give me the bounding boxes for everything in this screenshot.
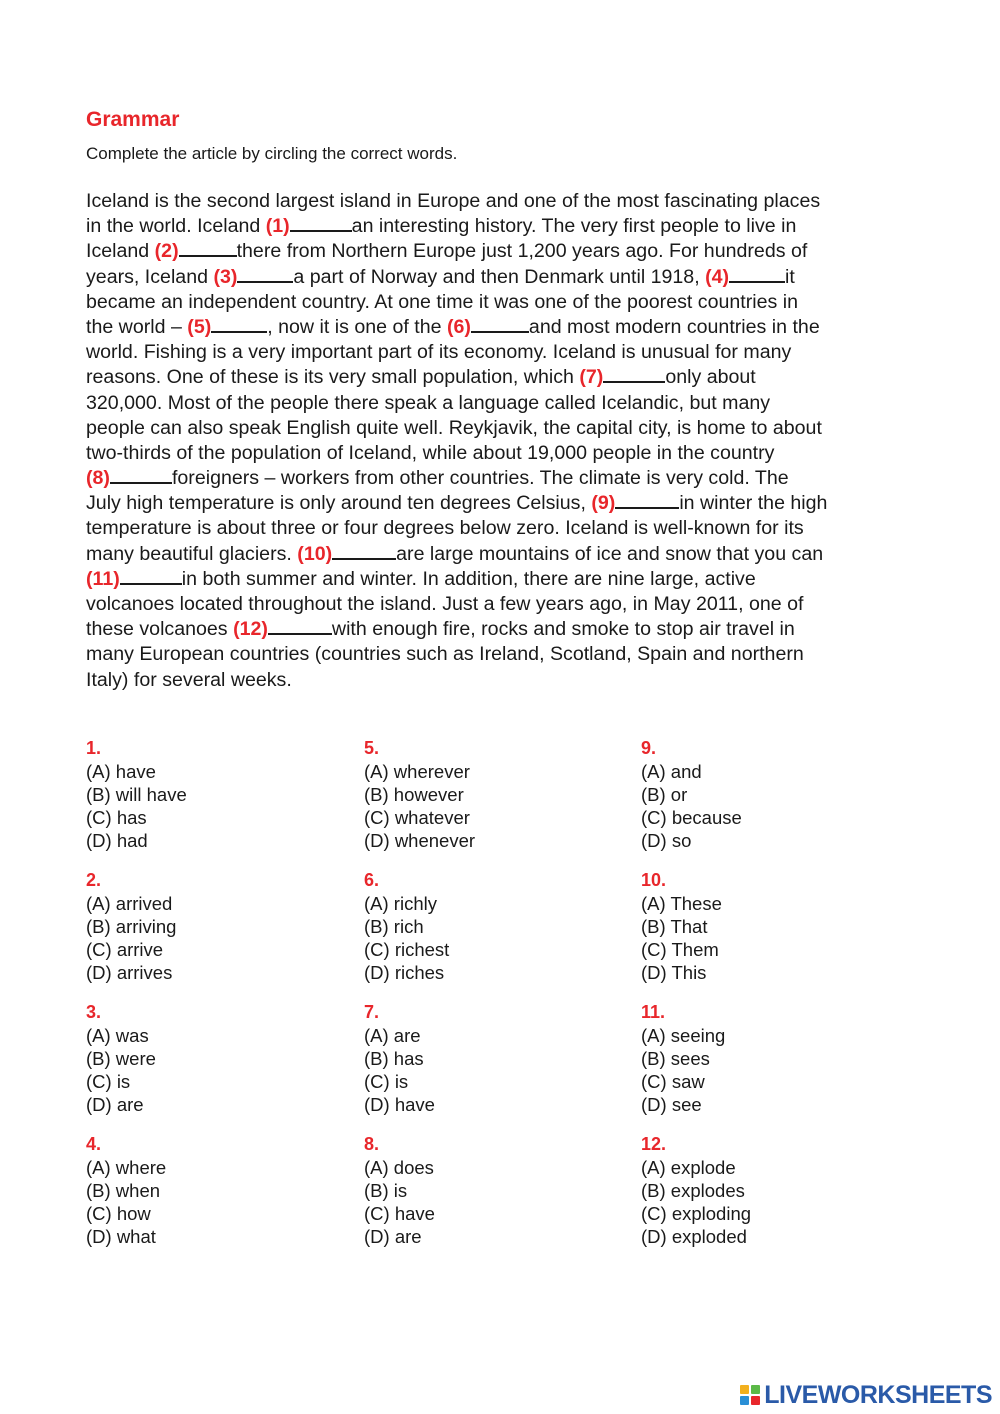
blank-number: (6) — [446, 315, 471, 338]
question-block — [641, 1133, 881, 1265]
answer-option[interactable]: (B) explodes — [641, 1180, 745, 1201]
question-block — [364, 1133, 604, 1265]
question-block — [86, 869, 326, 1001]
question-block — [86, 1001, 326, 1133]
blank-number: (1) — [265, 215, 290, 238]
passage-text: temperature is about three or four degrees below zero. Iceland is well-known for its — [86, 517, 804, 540]
answer-option[interactable]: (B) has — [364, 1048, 424, 1069]
answer-option[interactable]: (B) or — [641, 784, 688, 805]
answer-option[interactable]: (D) whenever — [364, 830, 476, 851]
passage-text: Iceland — [86, 240, 155, 263]
passage-text: an interesting history. The very first people to live in — [351, 215, 797, 238]
answer-option[interactable]: (A) have — [86, 761, 156, 782]
answer-option[interactable]: (C) has — [86, 807, 147, 828]
passage-text: in winter the high — [679, 492, 828, 515]
passage-line — [86, 239, 916, 264]
passage-text: became an independent country. At one time it was one of the poorest countries in — [86, 290, 798, 313]
passage-line — [86, 542, 916, 567]
answer-option[interactable]: (D) This — [641, 962, 707, 983]
passage-text: people can also speak English quite well. Reykjavik, the capital city, is home to about — [86, 416, 822, 439]
passage-line — [86, 466, 916, 491]
passage-text: and most modern countries in the — [528, 315, 820, 338]
passage-line — [86, 189, 916, 214]
passage-text: reasons. One of these is its very small population, which — [86, 366, 580, 389]
question-block — [641, 737, 881, 869]
answer-option[interactable]: (C) have — [364, 1203, 435, 1224]
passage-text: 320,000. Most of the people there speak a language called Icelandic, but many — [86, 391, 771, 414]
answer-option[interactable]: (D) exploded — [641, 1226, 747, 1247]
answer-option[interactable]: (B) rich — [364, 916, 424, 937]
question-column-2 — [364, 737, 604, 1265]
answer-option[interactable]: (B) sees — [641, 1048, 710, 1069]
question-number: 10. — [641, 870, 667, 890]
answer-blank[interactable] — [120, 567, 182, 585]
passage-line — [86, 214, 916, 239]
question-block — [641, 869, 881, 1001]
blank-number: (9) — [591, 492, 616, 515]
passage-line — [86, 617, 916, 642]
footer-logo[interactable] — [740, 1382, 992, 1408]
answer-option[interactable]: (B) when — [86, 1180, 161, 1201]
answer-option[interactable]: (C) is — [364, 1071, 409, 1092]
answer-option[interactable]: (A) and — [641, 761, 702, 782]
answer-blank[interactable] — [110, 466, 172, 484]
answer-option[interactable]: (D) had — [86, 830, 148, 851]
answer-option[interactable]: (D) have — [364, 1094, 435, 1115]
question-number: 3. — [86, 1002, 102, 1022]
answer-option[interactable]: (A) arrived — [86, 893, 173, 914]
question-number: 5. — [364, 738, 380, 758]
blank-number: (10) — [297, 542, 333, 565]
passage-text: these volcanoes — [86, 618, 234, 641]
passage-line — [86, 416, 916, 441]
answer-option[interactable]: (A) seeing — [641, 1025, 726, 1046]
passage-line — [86, 567, 916, 592]
answer-option[interactable]: (D) are — [364, 1226, 422, 1247]
answer-option[interactable]: (B) is — [364, 1180, 408, 1201]
passage-text: it — [785, 265, 795, 288]
answer-option[interactable]: (B) That — [641, 916, 708, 937]
answer-option[interactable]: (C) arrive — [86, 939, 164, 960]
passage-text: two-thirds of the population of Iceland, while about 19,000 people in the country — [86, 441, 775, 464]
answer-option[interactable]: (D) riches — [364, 962, 445, 983]
answer-blank[interactable] — [211, 315, 267, 333]
answer-option[interactable]: (C) exploding — [641, 1203, 752, 1224]
passage-line — [86, 668, 916, 693]
blank-number: (7) — [579, 366, 604, 389]
instruction-text: Complete the article by circling the correct words. — [86, 144, 458, 163]
question-number: 11. — [641, 1002, 666, 1022]
answer-blank[interactable] — [603, 365, 665, 383]
answer-blank[interactable] — [179, 239, 237, 257]
blank-number: (11) — [86, 567, 120, 590]
passage-line — [86, 340, 916, 365]
question-column-1 — [86, 737, 326, 1265]
passage-text: with enough fire, rocks and smoke to stop air travel in — [331, 618, 795, 641]
passage-text: world. Fishing is a very important part of its economy. Iceland is unusual for many — [86, 341, 792, 364]
logo-square — [740, 1396, 749, 1405]
passage-text: Italy) for several weeks. — [86, 668, 292, 691]
blank-number: (3) — [213, 265, 238, 288]
passage-text: , now it is one of the — [267, 315, 447, 338]
question-number: 1. — [86, 738, 102, 758]
blank-number: (8) — [86, 467, 110, 490]
passage-line — [86, 441, 916, 466]
question-block — [364, 1001, 604, 1133]
question-block — [641, 1001, 881, 1133]
answer-option[interactable]: (C) because — [641, 807, 742, 828]
passage-line — [86, 592, 916, 617]
passage-text: many beautiful glaciers. — [86, 542, 298, 565]
answer-blank[interactable] — [290, 214, 352, 232]
passage-line — [86, 290, 916, 315]
blank-number: (4) — [705, 265, 730, 288]
question-number: 9. — [641, 738, 657, 758]
answer-option[interactable]: (D) arrives — [86, 962, 173, 983]
question-number: 7. — [364, 1002, 380, 1022]
answer-option[interactable]: (A) explode — [641, 1157, 736, 1178]
answer-blank[interactable] — [615, 491, 679, 509]
answer-option[interactable]: (A) does — [364, 1157, 434, 1178]
answer-option[interactable]: (C) Them — [641, 939, 719, 960]
passage-text: foreigners – workers from other countries. The climate is very cold. The — [171, 467, 789, 490]
answer-option[interactable]: (A) where — [86, 1157, 167, 1178]
question-block — [86, 737, 326, 869]
passage-line — [86, 516, 916, 541]
blank-number: (12) — [233, 618, 268, 641]
logo-square — [751, 1385, 760, 1394]
page-title: Grammar — [86, 108, 180, 131]
passage-line — [86, 365, 916, 390]
passage-text: many European countries (countries such as Ireland, Scotland, Spain and northern — [86, 643, 804, 666]
question-number: 2. — [86, 870, 102, 890]
answer-option[interactable]: (D) see — [641, 1094, 702, 1115]
passage-text: are large mountains of ice and snow that you can — [396, 542, 824, 565]
answer-option[interactable]: (A) These — [641, 893, 722, 914]
passage-line — [86, 491, 916, 516]
answer-option[interactable]: (C) saw — [641, 1071, 705, 1092]
passage-text: only about — [665, 366, 756, 389]
passage-text: years, Iceland — [86, 265, 214, 288]
answer-blank[interactable] — [729, 265, 785, 283]
question-number: 12. — [641, 1134, 667, 1154]
answer-option[interactable]: (B) arriving — [86, 916, 177, 937]
passage-text: in both summer and winter. In addition, there are nine large, active — [181, 567, 756, 590]
passage-line — [86, 391, 916, 416]
answer-blank[interactable] — [471, 315, 529, 333]
question-number: 4. — [86, 1134, 102, 1154]
question-block — [364, 737, 604, 869]
passage-text: volcanoes located throughout the island. Just a few years ago, in May 2011, one of — [86, 593, 804, 615]
question-number: 8. — [364, 1134, 380, 1154]
answer-option[interactable]: (A) are — [364, 1025, 421, 1046]
answer-option[interactable]: (C) how — [86, 1203, 151, 1224]
answer-option[interactable]: (D) so — [641, 830, 692, 851]
question-number: 6. — [364, 870, 380, 890]
passage-text: in the world. Iceland — [86, 215, 266, 238]
answer-option[interactable]: (C) richest — [364, 939, 450, 960]
passage-text: a part of Norway and then Denmark until 1918, — [293, 265, 706, 288]
liveworksheets-logo-icon — [740, 1385, 760, 1405]
blank-number: (2) — [154, 240, 179, 263]
answer-blank[interactable] — [332, 542, 396, 560]
passage-text: July high temperature is only around ten degrees Celsius, — [86, 492, 592, 515]
passage-text: there from Northern Europe just 1,200 years ago. For hundreds of — [236, 240, 808, 263]
passage-line — [86, 315, 916, 340]
answer-option[interactable]: (D) are — [86, 1094, 144, 1115]
question-column-3 — [641, 737, 881, 1265]
passage-line — [86, 642, 916, 667]
answer-option[interactable]: (B) will have — [86, 784, 187, 805]
answer-option[interactable]: (B) were — [86, 1048, 156, 1069]
article-passage — [86, 189, 916, 693]
answer-option[interactable]: (A) richly — [364, 893, 437, 914]
answer-blank[interactable] — [237, 265, 293, 283]
answer-option[interactable]: (C) whatever — [364, 807, 470, 828]
answer-option[interactable]: (B) however — [364, 784, 464, 805]
passage-text: the world – — [86, 315, 188, 338]
question-block — [364, 869, 604, 1001]
answer-option[interactable]: (A) was — [86, 1025, 149, 1046]
answer-option[interactable]: (C) is — [86, 1071, 131, 1092]
answer-blank[interactable] — [268, 617, 332, 635]
question-block — [86, 1133, 326, 1265]
logo-square — [740, 1385, 749, 1394]
passage-text: Iceland is the second largest island in Europe and one of the most fascinating places — [86, 190, 821, 212]
passage-line — [86, 265, 916, 290]
logo-text: LIVEWORKSHEETS — [764, 1380, 992, 1409]
blank-number: (5) — [187, 315, 212, 338]
answer-option[interactable]: (A) wherever — [364, 761, 470, 782]
answer-option[interactable]: (D) what — [86, 1226, 156, 1247]
logo-square — [751, 1396, 760, 1405]
